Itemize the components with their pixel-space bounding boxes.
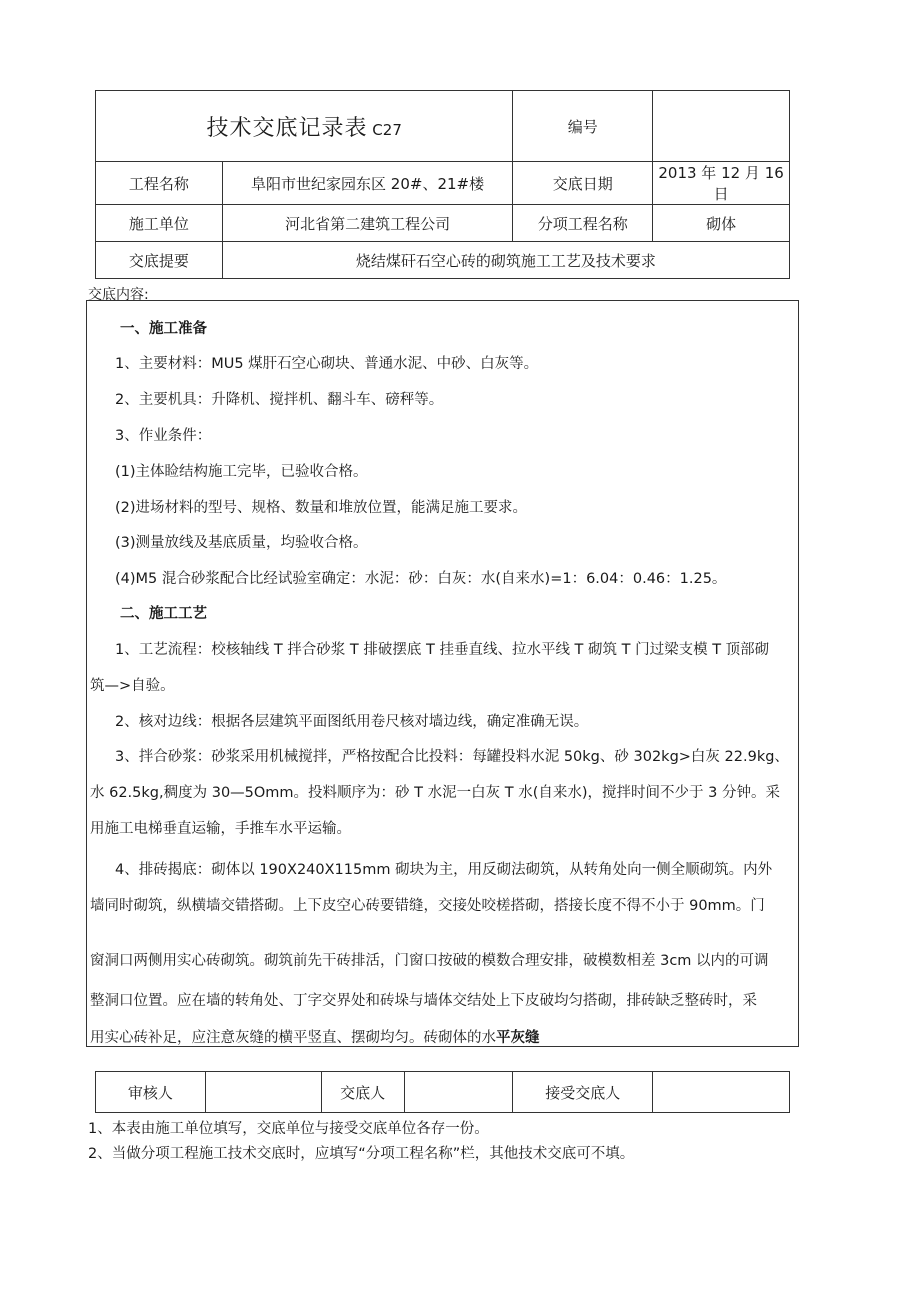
s1-line-1: 1、主要材料：MU5 煤肝石空心砌块、普通水泥、中砂、白灰等。	[115, 356, 539, 372]
number-value[interactable]	[653, 91, 790, 162]
s1-line-4: (1)主体睑结构施工完毕，已验收合格。	[115, 464, 368, 480]
unit-value[interactable]: 河北省第二建筑工程公司	[222, 205, 513, 242]
date-value[interactable]: 2013 年 12 月 16 日	[653, 162, 790, 205]
s2-p4-line-a: 4、排砖揭底：砌体以 190X240X115mm 砌块为主，用反砌法砌筑，从转角处向一侧全顺砌筑。内外	[115, 862, 773, 878]
section-2-title: 二、施工工艺	[120, 606, 207, 622]
number-label: 编号	[513, 91, 653, 162]
note-2: 2、当做分项工程施工技术交底时，应填写“分项工程名称”栏，其他技术交底可不填。	[88, 1146, 635, 1162]
subitem-value[interactable]: 砌体	[653, 205, 790, 242]
note-1: 1、本表由施工单位填写，交底单位与接受交底单位各存一份。	[88, 1121, 489, 1137]
s1-line-5: (2)进场材料的型号、规格、数量和堆放位置，能满足施工要求。	[115, 500, 528, 516]
s1-line-6: (3)测量放线及基底质量，均验收合格。	[115, 535, 368, 551]
discloser-value[interactable]	[404, 1072, 513, 1113]
s2-p3-line-c: 用施工电梯垂直运输，手推车水平运输。	[90, 821, 351, 837]
s2-p4-line-d: 整洞口位置。应在墙的转角处、丁字交界处和砖垛与墙体交结处上下皮破均匀搭砌，排砖缺乏整砖时，采	[90, 993, 757, 1009]
content-box	[86, 300, 799, 1047]
s1-line-3: 3、作业条件：	[115, 428, 212, 444]
form-code: C27	[372, 120, 402, 139]
summary-label: 交底提要	[96, 242, 223, 279]
s2-p3-line-b: 水 62.5kg,稠度为 30—5Omm。投料顺序为：砂 T 水泥一白灰 T 水(自来水)，搅拌时间不少于 3 分钟。采	[90, 785, 780, 801]
project-name-label: 工程名称	[96, 162, 223, 205]
s2-p4-line-e-text: 用实心砖补足，应注意灰缝的横平竖直、摆砌均匀。砖砌体的水	[90, 1030, 496, 1046]
s2-p4-line-e	[90, 1026, 540, 1047]
s2-p3-line-a: 3、拌合砂浆：砂浆采用机械搅拌，严格按配合比投料：每罐投料水泥 50kg、砂 302kg>白灰 22.9kg、	[115, 749, 789, 765]
reviewer-label: 审核人	[96, 1072, 206, 1113]
s2-p1-line-a: 1、工艺流程：校核轴线 T 拌合砂浆 T 排破摆底 T 挂垂直线、拉水平线 T 砌筑 T 门过梁支模 T 顶部砌	[115, 642, 770, 658]
s2-p4-line-e-bold: 平灰缝	[496, 1030, 540, 1046]
summary-value[interactable]: 烧结煤矸石空心砖的砌筑施工工艺及技术要求	[222, 242, 789, 279]
form-title: 技术交底记录表	[206, 115, 368, 141]
section-1-title: 一、施工准备	[120, 321, 207, 337]
s2-p1-line-b: 筑—>自验。	[90, 678, 175, 694]
s2-p4-line-b: 墙同时砌筑，纵横墙交错搭砌。上下皮空心砖要错缝，交接处咬槎搭砌，搭接长度不得不小于 90mm。门	[90, 898, 765, 914]
receiver-label: 接受交底人	[513, 1072, 653, 1113]
s1-line-7: (4)M5 混合砂浆配合比经试验室确定：水泥：砂：白灰：水(自来水)=1：6.04：0.46：1.25。	[115, 571, 727, 587]
s2-p4-line-c: 窗洞口两侧用实心砖砌筑。砌筑前先干砖排活，门窗口按破的模数合理安排，破模数相差 3cm 以内的可调	[90, 953, 769, 969]
discloser-label: 交底人	[321, 1072, 404, 1113]
form-title-cell	[96, 91, 513, 162]
reviewer-value[interactable]	[205, 1072, 321, 1113]
project-name-value[interactable]: 阜阳市世纪家园东区 20#、21#楼	[222, 162, 513, 205]
unit-label: 施工单位	[96, 205, 223, 242]
receiver-value[interactable]	[653, 1072, 790, 1113]
subitem-label: 分项工程名称	[513, 205, 653, 242]
content-label: 交底内容:	[88, 287, 149, 303]
s1-line-2: 2、主要机具：升降机、搅拌机、翻斗车、磅秤等。	[115, 392, 444, 408]
date-label: 交底日期	[513, 162, 653, 205]
signature-table	[95, 1071, 790, 1113]
header-table	[95, 90, 790, 279]
s2-p2-line: 2、核对边线：根据各层建筑平面图纸用卷尺核对墙边线，确定准确无误。	[115, 714, 589, 730]
